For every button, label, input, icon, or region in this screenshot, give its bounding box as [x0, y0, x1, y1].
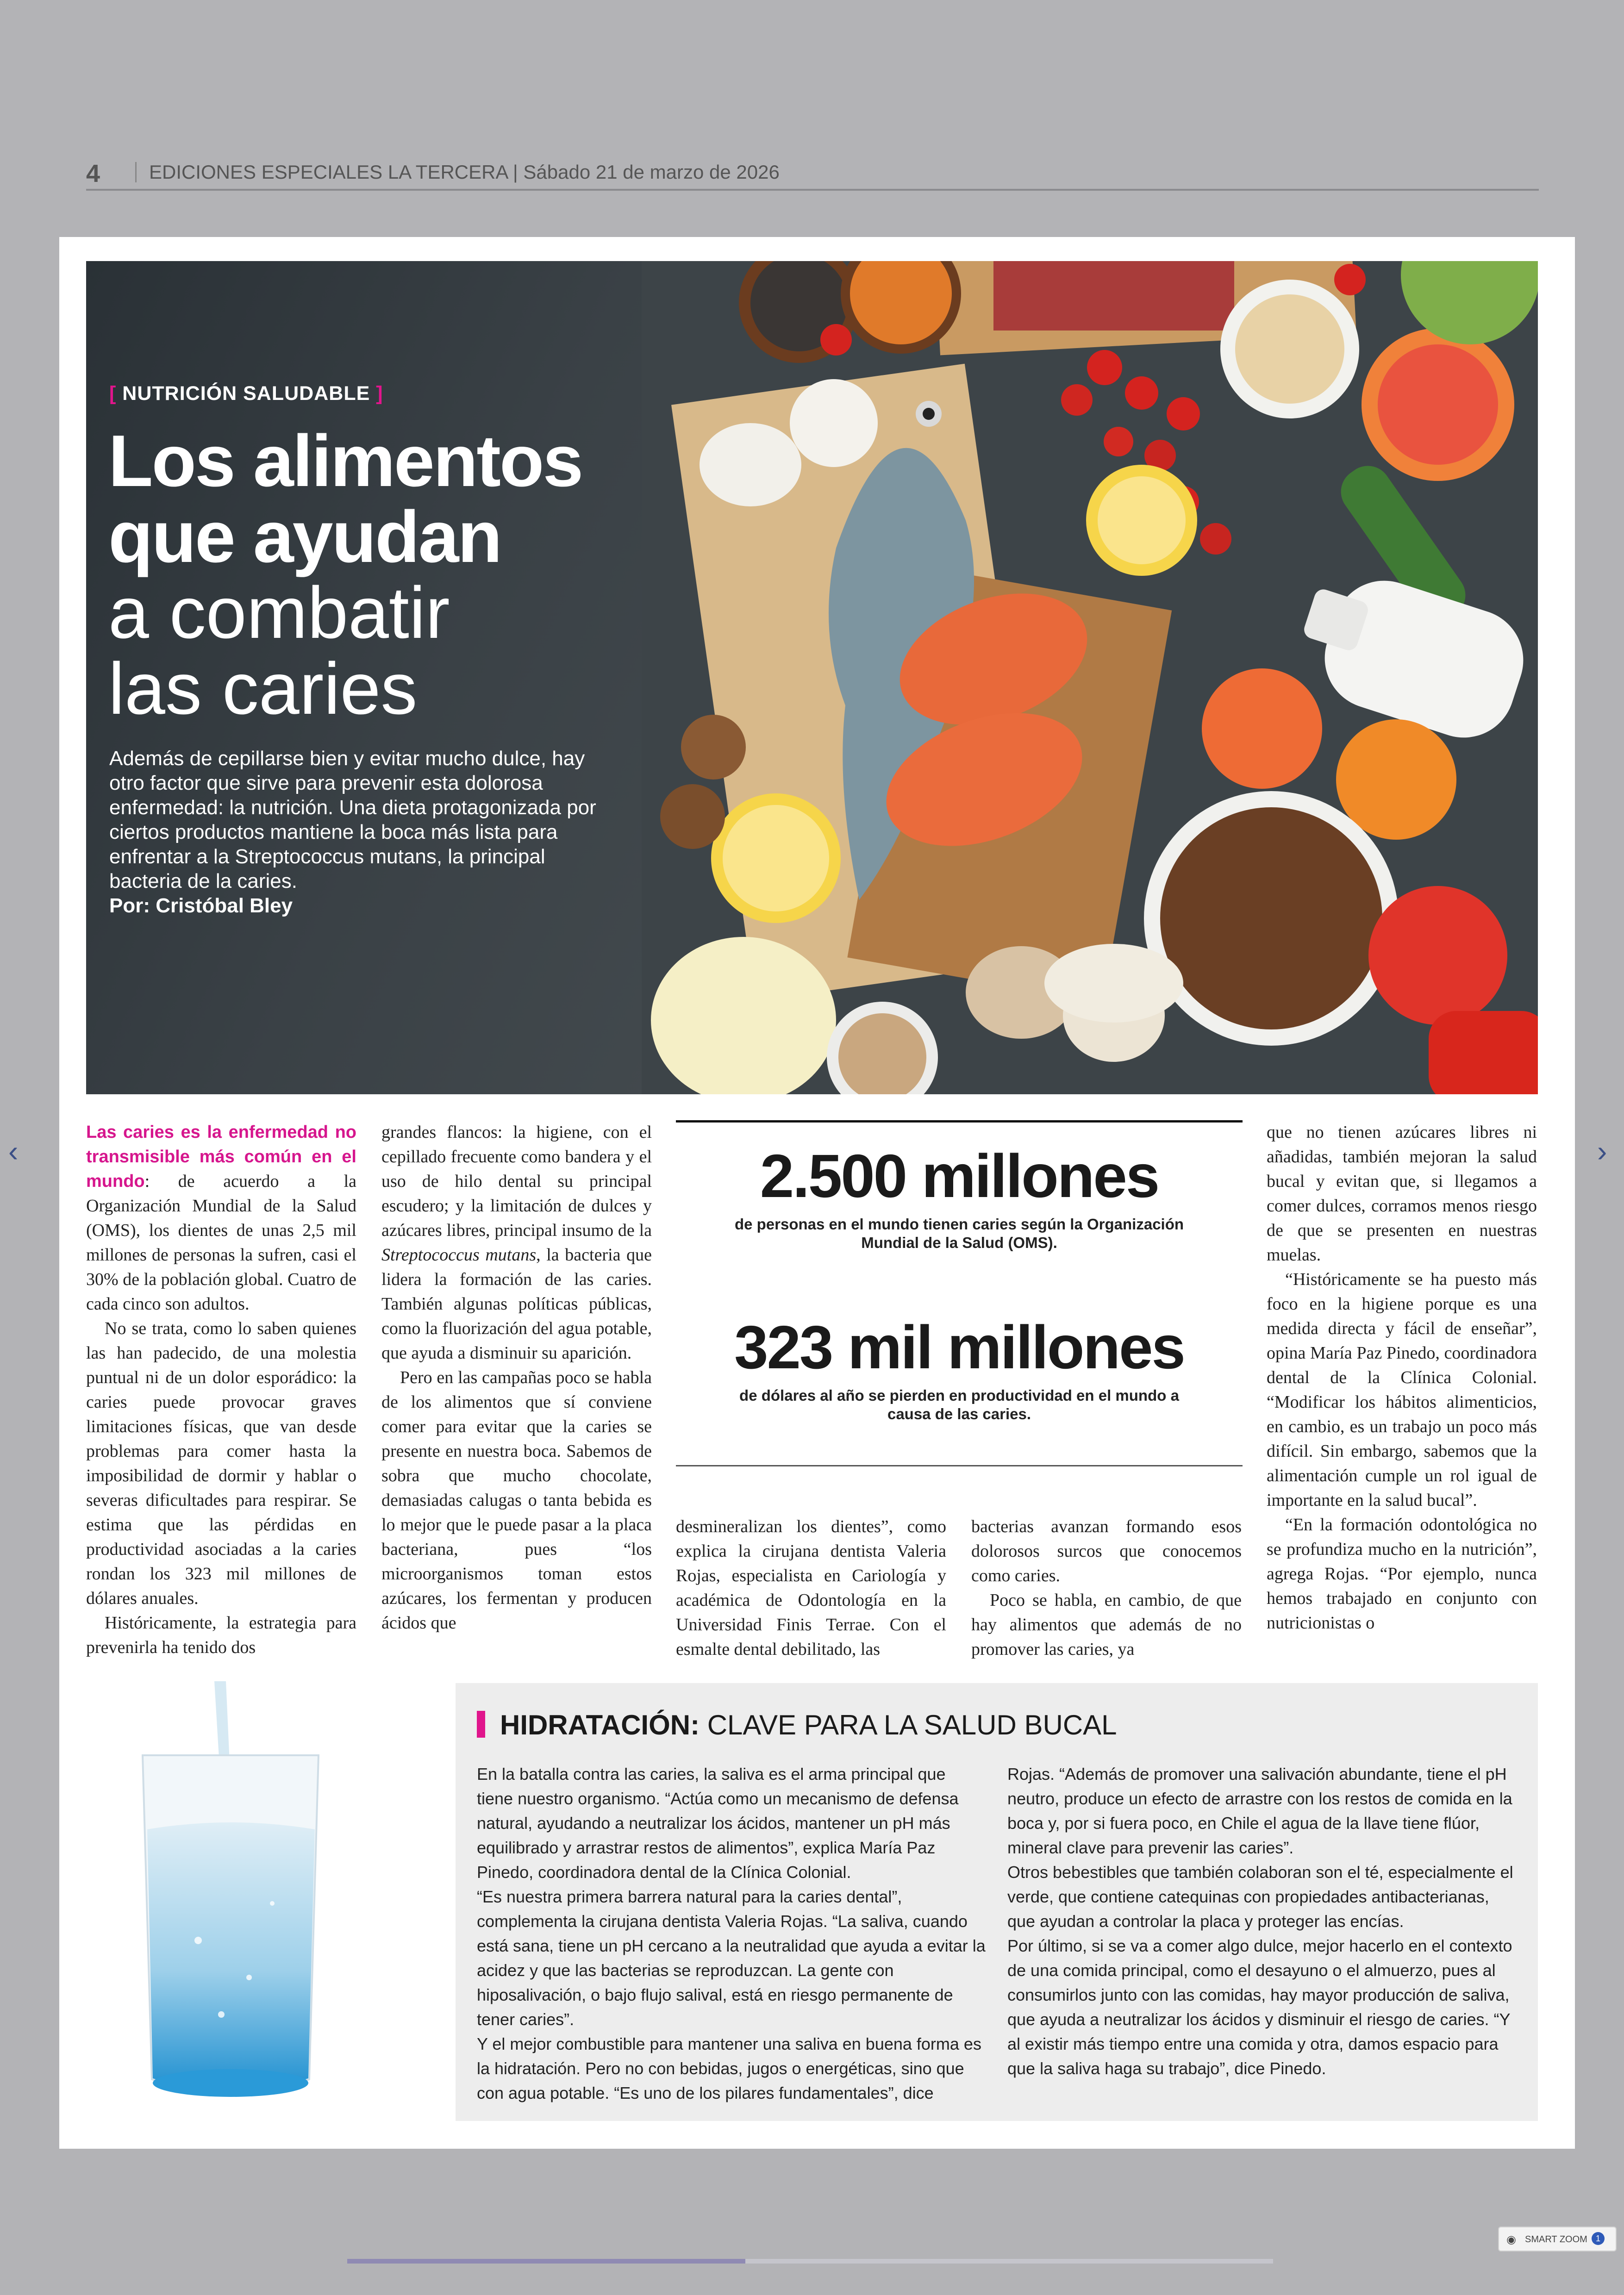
kicker-bracket-open: [ [109, 382, 117, 405]
stat-number-2: 323 mil millones [734, 1313, 1184, 1381]
article-column-2 [381, 1120, 652, 1635]
paragraph: Rojas. “Además de promover una salivación abundante, tiene el pH neutro, produce un efecto de arrastre con los restos de comida en la boca y, por si fuera poco, en Chile el agua de la llave tiene flúor, mineral clave para prevenir las caries”. [1007, 1765, 1512, 1857]
paragraph: grandes flancos: la higiene, con el cepillado frecuente como bandera y el uso de hilo dental su principal escudero; y la limitación de dulces y azúcares libres, principal insumo de la Streptococcus mutans, la bacteria que lidera la formación de las caries. También algunas políticas públicas, como la fluorización del agua potable, que ayuda a disminuir su aparición. [381, 1123, 652, 1363]
paragraph: No se trata, como lo saben quienes las han padecido, de una molestia puntual ni de un dolor esporádico: la caries puede provocar graves limitaciones físicas, que van desde problemas para comer hasta la imposibilidad de dormir y hablar o severas dificultades para respirar. Se estima que las pérdidas en productividad asociadas a la caries rondan los 323 mil millones de dólares anuales. [86, 1319, 356, 1608]
eye-icon: ◉ [1506, 2233, 1516, 2246]
paragraph: “Es nuestra primera barrera natural para la caries dental”, complementa la cirujana dentista Valeria Rojas. “La saliva, cuando está sana, tiene un pH cercano a la neutralidad que ayuda a evitar la acidez y que las bacterias se reproduzcan. La gente con hiposalivación, o bajo flujo salival, está en riesgo permanente de tener caries”. [477, 1887, 986, 2029]
sidebar-title: HIDRATACIÓN: CLAVE PARA LA SALUD BUCAL [500, 1709, 1117, 1740]
smart-zoom-badge: 1 [1592, 2232, 1605, 2245]
article-column-1 [86, 1120, 356, 1660]
kicker-bracket-close: ] [376, 382, 383, 405]
paragraph: que no tienen azúcares libres ni añadidas, también mejoran la salud bucal y evitan que, si llegamos a comer dulces, corramos menos riesgo de que se presenten en nuestras muelas. [1267, 1123, 1537, 1265]
headline-light-line-1: a combatir [108, 572, 450, 654]
paragraph: Las caries es la enfermedad no transmisible más común en el mundo: de acuerdo a la Organización Mundial de la Salud (OMS), los dientes de unas 2,5 mil millones de personas la sufren, casi el 30% de la población global. Cuatro de cada cinco son adultos. [86, 1123, 356, 1314]
kicker-label: NUTRICIÓN SALUDABLE [122, 382, 370, 405]
article-column-4 [971, 1515, 1242, 1662]
stat-number-1: 2.500 millones [760, 1142, 1159, 1210]
paragraph: desmineralizan los dientes”, como explica la cirujana dentista Valeria Rojas, especialista en Cariología y académica de Odontología en la Universidad Finis Terrae. Con el esmalte dental debilitado, las [676, 1517, 946, 1659]
water-glass-illustration [133, 1681, 328, 2116]
article-dek: Además de cepillarse bien y evitar mucho dulce, hay otro factor que sirve para prevenir esta dolorosa enfermedad: la nutrición. Una dieta protagonizada por ciertos productos mantiene la boca más lista para enfrentar a la Streptococcus mutans, la principal bacteria de la caries. [109, 747, 596, 892]
food-spread-illustration [642, 261, 1538, 1094]
next-page-arrow-icon[interactable]: › [1597, 1135, 1607, 1168]
stat-caption-2: de dólares al año se pierden en productividad en el mundo a causa de las caries. [739, 1387, 1179, 1422]
headline-light-line-2: las caries [108, 648, 418, 730]
header-divider [135, 162, 137, 182]
prev-page-arrow-icon[interactable]: ‹ [8, 1135, 19, 1168]
paragraph: bacterias avanzan formando esos dolorosos surcos que conocemos como caries. [971, 1517, 1242, 1585]
page-number: 4 [86, 160, 100, 187]
lead-in: Las caries es la enfermedad no transmisible más común en el mundo [86, 1123, 356, 1191]
sidebar-accent-bar [477, 1711, 485, 1738]
article-column-3 [676, 1515, 946, 1662]
species-name: Streptococcus mutans [381, 1245, 537, 1265]
hero-section [86, 261, 1538, 1094]
headline-bold-line-1: Los alimentos [108, 420, 582, 502]
sidebar-column-left [477, 1762, 986, 2105]
article-column-5 [1267, 1120, 1537, 1635]
paragraph: Por último, si se va a comer algo dulce, mejor hacerlo en el contexto de una comida principal, como el desayuno o el almuerzo, pues al consumirlos junto con las comidas, hay mayor producción de saliva, que ayuda a neutralizar los ácidos y disminuir el riesgo de caries. “Y al existir más tiempo entre una comida y otra, damos espacio para que la saliva haga su trabajo”, dice Pinedo. [1007, 1936, 1512, 2078]
hydration-sidebar [456, 1683, 1538, 2121]
paragraph: Pero en las campañas poco se habla de los alimentos que sí conviene comer para evitar que la caries se presente en nuestra boca. Sabemos de sobra que mucho chocolate, demasiadas calugas o tanta bebida es lo mejor que le puede pasar a la placa bacteriana, pues “los microorganismos toman estos azúcares, los fermentan y producen ácidos que [381, 1368, 652, 1633]
paragraph: “Históricamente se ha puesto más foco en la higiene porque es una medida directa y fácil de enseñar”, opina María Paz Pinedo, coordinadora dental de la Clínica Colonial. “Modificar los hábitos alimenticios, en cambio, es un trabajo un poco más difícil. Sin embargo, sabemos que la alimentación cumple un rol igual de importante en la salud bucal”. [1267, 1270, 1537, 1510]
sidebar-column-right [1007, 1762, 1517, 2081]
publication-line: EDICIONES ESPECIALES LA TERCERA | Sábado 21 de marzo de 2026 [149, 161, 780, 183]
smart-zoom-button[interactable] [1498, 2226, 1617, 2251]
stats-box [676, 1120, 1243, 1466]
page-header [86, 153, 1539, 191]
stat-caption-1: de personas en el mundo tienen caries según la Organización Mundial de la Salud (OMS). [734, 1216, 1184, 1251]
page-progress-bar[interactable] [347, 2259, 1273, 2264]
paragraph: Otros bebestibles que también colaboran son el té, especialmente el verde, que contiene catequinas con propiedades antibacterianas, que ayudan a controlar la placa y proteger las encías. [1007, 1863, 1513, 1931]
paragraph: En la batalla contra las caries, la saliva es el arma principal que tiene nuestro organismo. “Actúa como un mecanismo de defensa natural, ayudando a neutralizar los ácidos, mantener un pH más equilibrado y arrastrar restos de alimentos”, explica María Paz Pinedo, coordinadora dental de la Clínica Colonial. [477, 1765, 959, 1882]
byline: Por: Cristóbal Bley [109, 894, 293, 917]
progress-fill [347, 2259, 745, 2264]
magazine-page [59, 237, 1575, 2149]
paragraph: Y el mejor combustible para mantener una saliva en buena forma es la hidratación. Pero no con bebidas, jugos o energéticas, sino que con agua potable. “Es uno de los pilares fundamentales”, dice [477, 2034, 981, 2102]
section-kicker [109, 382, 383, 405]
paragraph: “En la formación odontológica no se profundiza mucho en la nutrición”, agrega Rojas. “Por ejemplo, nunca hemos trabajado en conjunto con nutricionistas o [1267, 1515, 1537, 1633]
smart-zoom-label: SMART ZOOM [1525, 2234, 1587, 2245]
paragraph: Históricamente, la estrategia para prevenirla ha tenido dos [86, 1613, 356, 1657]
article-headline [108, 420, 641, 730]
paragraph: Poco se habla, en cambio, de que hay alimentos que además de no promover las caries, ya [971, 1590, 1242, 1659]
headline-bold-line-2: que ayudan [108, 496, 501, 578]
